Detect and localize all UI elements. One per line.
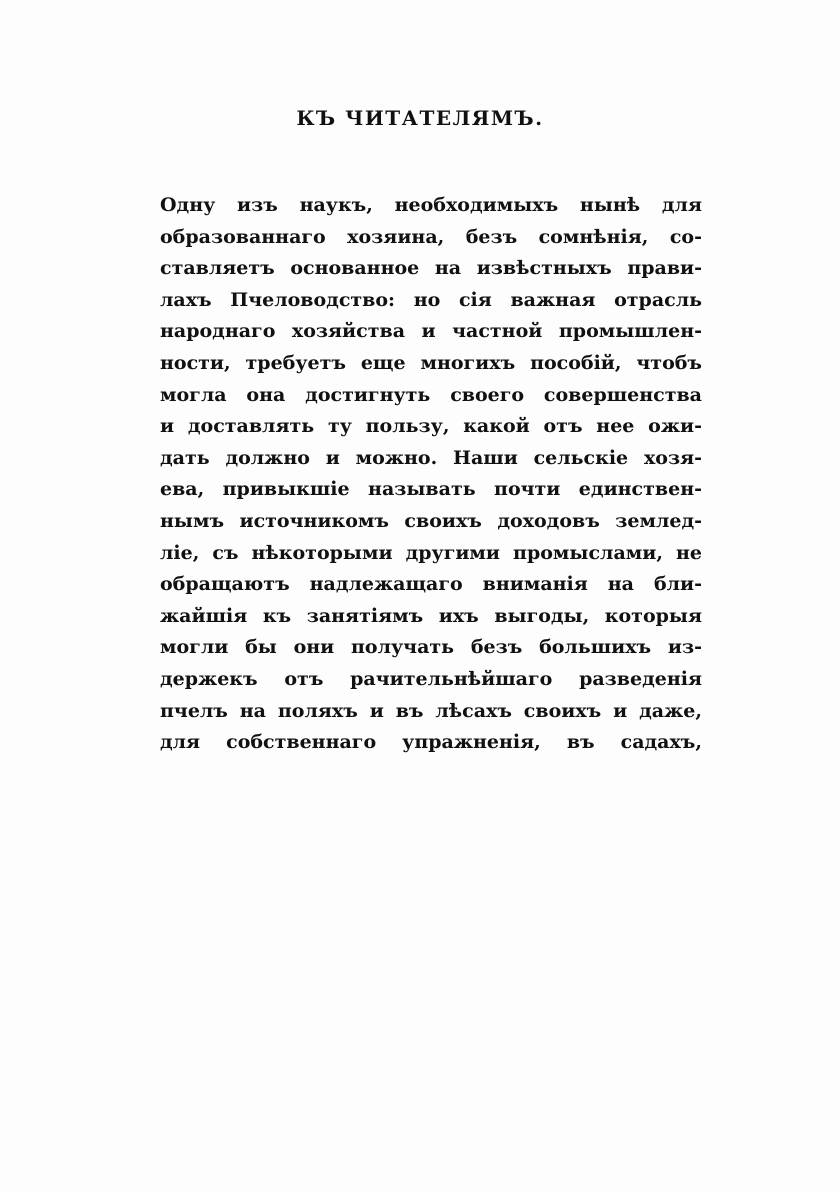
page-title: КЪ ЧИТАТЕЛЯМЪ. [296,106,544,130]
text-line: жайшія къ занятіямъ ихъ выгоды, которыя [160,604,702,627]
text-line: нымъ источникомъ своихъ доходовъ землед- [160,509,702,532]
text-line: дать должно и можно. Наши сельскіе хозя- [160,446,702,469]
text-line: могли бы они получать безъ большихъ из- [160,636,702,659]
body-text [160,190,702,759]
text-line: ставляетъ основанное на извѣстныхъ прави- [160,257,702,280]
text-line: ева, привыкшіе называть почти единствен- [160,478,702,501]
text-line: ліе, съ нѣкоторыми другими промыслами, не [160,541,702,564]
text-line: держекъ отъ рачительнѣйшаго разведенія [160,667,702,690]
text-line: образованнаго хозяина, безъ сомнѣнія, со- [160,225,702,248]
text-line: и доставлять ту пользу, какой отъ нее ожи- [160,415,702,438]
text-line: Одну изъ наукъ, необходимыхъ нынѣ для [160,194,702,216]
text-line: пчелъ на поляхъ и въ лѣсахъ своихъ и даже, [160,699,702,722]
text-line: лахъ Пчеловодство: но сія важная отрасль [160,288,702,311]
text-line: ности, требуетъ еще многихъ пособій, чтобъ [160,351,702,374]
text-line: народнаго хозяйства и частной промышлен- [160,320,702,343]
text-line: могла она достигнуть своего совершенства [160,383,702,406]
text-line: обращаютъ надлежащаго вниманія на бли- [160,573,702,596]
text-line: для собственнаго упражненія, въ садахъ, [160,731,702,754]
